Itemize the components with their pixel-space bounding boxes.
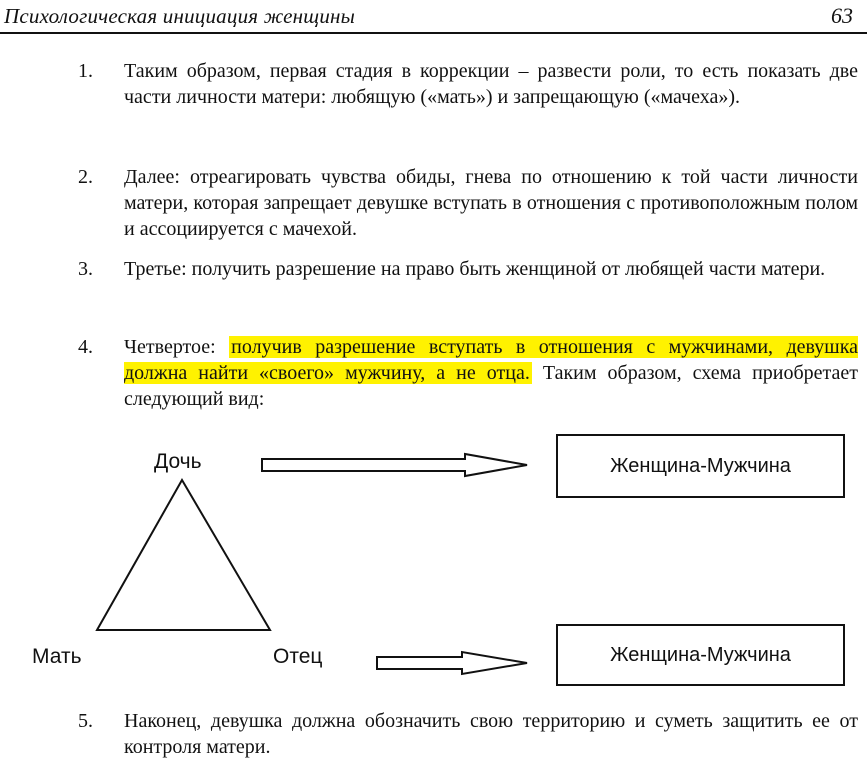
arrow-top xyxy=(262,454,527,476)
item-number: 4. xyxy=(78,336,93,358)
arrow-bottom xyxy=(377,652,527,674)
box-woman-man-top: Женщина-Мужчина xyxy=(556,434,845,498)
item-text: Третье: получить разрешение на право быть женщиной от любящей части матери. xyxy=(124,258,826,280)
item-number: 5. xyxy=(78,710,93,732)
item-text-lead: Четвертое: xyxy=(124,336,230,358)
item-text-tail: Таким образом, схема приобретает следующий вид: xyxy=(124,362,859,410)
running-title: Психологическая инициация женщины xyxy=(4,4,356,28)
header-rule xyxy=(0,32,867,34)
highlighted-text: получив разрешение вступать в отношения с мужчинами, девушка должна найти «своего» мужчину, а не отца. xyxy=(124,336,858,384)
item-text: Далее: отреагировать чувства обиды, гнева по отношению к той части личности матери, которая запрещает девушке вступать в отношения с противоположным полом и ассоциируется с мачехой. xyxy=(124,166,858,240)
item-text: Наконец, девушка должна обозначить свою территорию и суметь защитить ее от контроля матери. xyxy=(124,710,858,758)
item-text: Таким образом, первая стадия в коррекции – развести роли, то есть показать две части личности матери: любящую («мать») и запрещающую («мачеха»). xyxy=(124,60,858,108)
item-text xyxy=(124,334,858,412)
label-mother: Мать xyxy=(32,645,82,668)
label-father: Отец xyxy=(273,645,323,668)
page-header xyxy=(0,0,867,36)
relationship-diagram xyxy=(0,430,867,680)
label-daughter: Дочь xyxy=(154,450,202,473)
item-number: 2. xyxy=(78,166,93,188)
item-number: 1. xyxy=(78,60,93,82)
family-triangle xyxy=(97,480,270,630)
item-number: 3. xyxy=(78,258,93,280)
page-number: 63 xyxy=(831,3,853,28)
box-woman-man-bottom: Женщина-Мужчина xyxy=(556,624,845,686)
